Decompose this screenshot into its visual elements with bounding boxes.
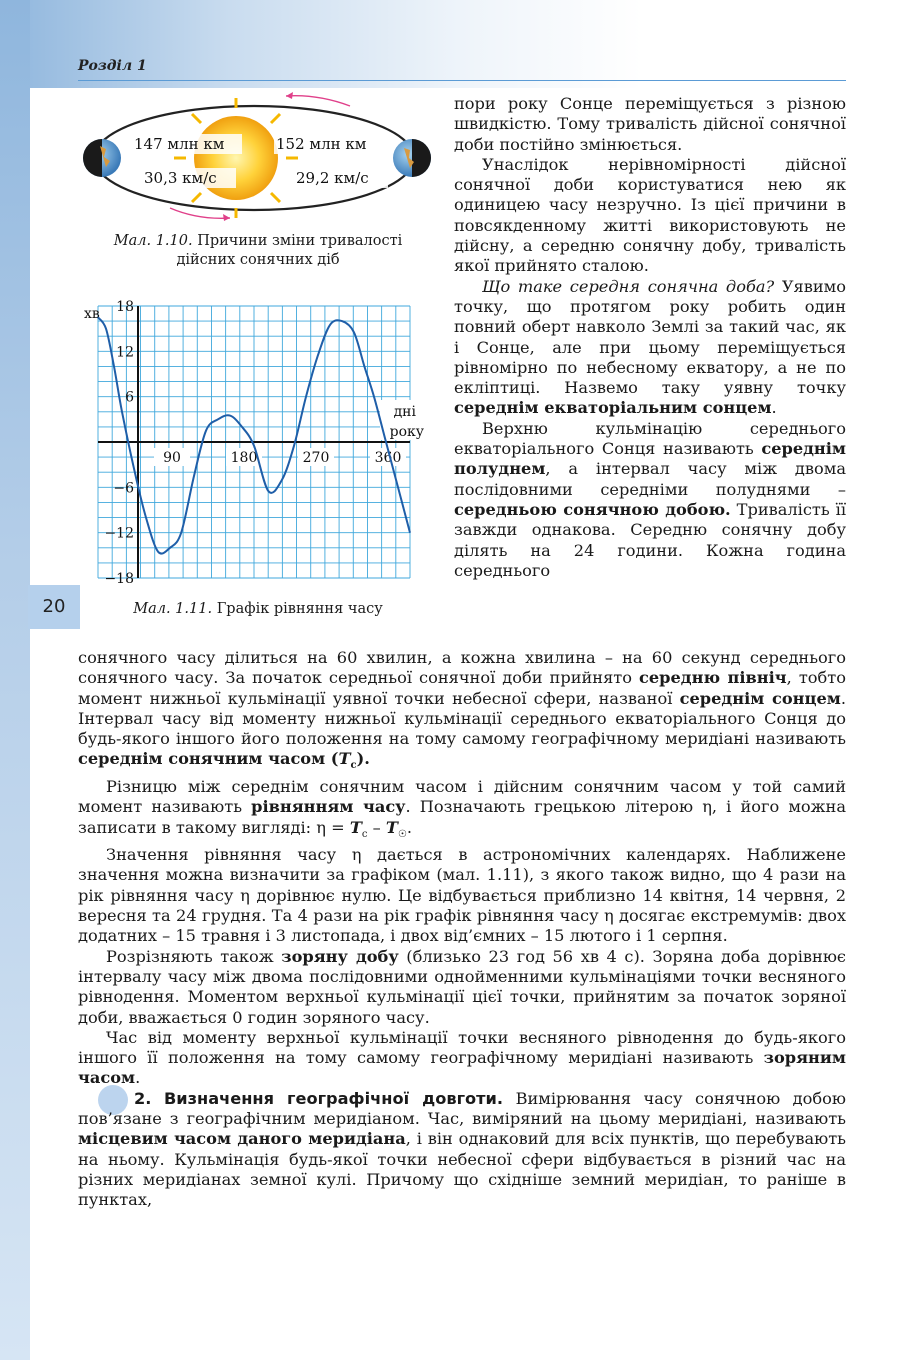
figure-caption-1-10 [78, 232, 438, 270]
text-run: Різницю між середнім сонячним часом і дійсним сонячним часом у той самий момент називають [78, 777, 846, 817]
text-run: . Інтервал часу від моменту нижньої кульмінації середнього екваторіального Сонця до будь-якого іншого його положення на тому самому географічному меридіані називають [78, 688, 846, 749]
term-bold: зоряну добу [281, 946, 399, 966]
x-tick-label: 270 [302, 450, 330, 466]
text-run: сонячного часу ділиться на 60 хвилин, а кожна хвилина – на 60 секунд середнього сонячного часу. За початок середньої сонячної доби прийнято [78, 648, 846, 688]
text-run: Час від моменту верхньої кульмінації точки весняного рівнодення до будь-якого іншого її положення на тому самому географічному меридіані називають [78, 1027, 846, 1068]
paragraph [78, 648, 846, 777]
y-tick-label: 6 [125, 389, 134, 406]
text-run: – [367, 817, 381, 837]
main-text [78, 648, 846, 1210]
term-bold [78, 749, 370, 772]
right-column-text [454, 94, 846, 581]
text-run: . [406, 817, 413, 837]
section-title: Розділ 1 [78, 58, 147, 74]
x-tick-label: 90 [163, 450, 181, 466]
text-run: (близько 23 год 56 хв 4 с). Зоряна доба дорівнює інтервалу часу між двома послідовними однойменними кульмінаціями точки весняного рівнодення. Моментом верхньої кульмінації цієї точки, прийнятим за початок зоряної доби, вважається 0 годин зоряного часу. [78, 946, 846, 1027]
y-tick-label: −18 [104, 571, 134, 587]
y-tick-label: −6 [113, 480, 134, 497]
page-number: 20 [28, 585, 80, 629]
text-run: середнім сонячним часом ( [78, 749, 339, 769]
caption-text-line2: дійсних сонячних діб [176, 252, 340, 268]
figure-caption-1-11 [88, 600, 428, 619]
term-bold: середньою сонячною добою. [454, 499, 731, 519]
left-distance-label: 147 млн км [134, 135, 225, 153]
x-axis-label: дні [393, 404, 416, 420]
term-bold: середнім полуднем [454, 439, 846, 479]
text-run: Верхню кульмінацію середнього екваторіального Сонця називають [454, 418, 846, 459]
sun-symbol-icon: ☉ [397, 828, 407, 840]
y-tick-label: 18 [116, 299, 134, 315]
caption-number: Мал. 1.10. [113, 233, 193, 249]
term-bold: середню північ [639, 668, 787, 688]
y-axis-label: хв [84, 306, 100, 322]
caption-number: Мал. 1.11. [133, 601, 213, 617]
paragraph: Що таке середня сонячна доба? Уявимо точку, що протягом року робить один повний оберт навколо Землі за такий час, як і Сонце, але при цьому переміщується рівномірно по небесному екватору, а не по екліптиці. Назвемо таку уявну точку середнім екваторіальним сонцем. [454, 276, 846, 418]
x-axis-label: року [389, 424, 424, 440]
paragraph [78, 777, 846, 845]
header-band [0, 0, 918, 88]
symbol: T [338, 749, 351, 769]
symbol: T [385, 817, 398, 837]
page-side-band [0, 0, 30, 1360]
equation-of-time-chart [78, 296, 438, 592]
paragraph: Значення рівняння часу η дається в астрономічних календарях. Наближене значення можна визначити за графіком (мал. 1.11), з якого також видно, що 4 рази на рік рівняння часу η дорівнює нулю. Це відбувається приблизно 14 квітня, 14 червня, 2 вересня та 24 грудня. Та 4 рази на рік графік рівняння часу η досягає екстремумів: двох додатних – 15 травня і 3 листопада, і двох від’ємних – 15 лютого і 1 серпня. [78, 845, 846, 946]
text-run: , і він однаковий для всіх пунктів, що перебувають на ньому. Кульмінація будь-якої точки небесної сфери відбувається в різний час на різних меридіанах земної кулі. Причому що східніше земний меридіан, то раніше в пунктах, [78, 1129, 846, 1210]
header-rule [78, 80, 846, 81]
y-tick-label: 12 [116, 344, 134, 361]
text-run: , тобто момент нижньої кульмінації уявної точки небесної сфери, названої [78, 668, 846, 708]
paragraph: Унаслідок нерівномірності дійсної сонячної доби користуватися нею як одиницею часу незручно. Із цієї причини в повсякденному житті використовують не дійсну, а середню сонячну добу, тривалість якої прийнято сталою. [454, 154, 846, 276]
symbol: T [349, 817, 362, 837]
term-bold: зоряним часом [78, 1048, 846, 1088]
section-heading: Визначення географічної довготи. [163, 1088, 504, 1108]
earth-left-icon [83, 139, 121, 177]
text-run: . Позначають грецькою літерою η, і його можна записати в такому вигляді: η = [78, 797, 846, 837]
question-text: Що таке середня сонячна доба? [482, 276, 775, 296]
paragraph [78, 1089, 846, 1211]
y-tick-label: −12 [104, 525, 134, 542]
right-speed-label: 29,2 км/с [296, 169, 369, 187]
orbit-direction-arrow-top [286, 92, 350, 106]
section-number: 2. [106, 1089, 151, 1109]
caption-text-line1: Причини зміни тривалості [197, 233, 403, 249]
text-run: , а інтервал часу між двома послідовними середніми полуднями – [454, 459, 846, 499]
subscript: c [350, 760, 357, 772]
subscript: c [361, 828, 368, 840]
text-run: ). [356, 749, 370, 769]
paragraph [78, 1028, 846, 1089]
text-run: . [135, 1068, 141, 1088]
sun-icon [174, 98, 298, 218]
earth-right-icon [393, 139, 431, 177]
term-bold: середнім сонцем [679, 688, 841, 708]
term-bold: рівнянням часу [251, 797, 406, 817]
x-tick-label: 180 [230, 450, 258, 466]
paragraph [78, 947, 846, 1028]
text-run: Уявимо точку, що протягом року робить один повний оберт навколо Землі за такий час, як і Сонце, але при цьому переміщується рівномірно по небесному екватору, а не по екліптиці. Назвемо таку уявну точку [454, 276, 846, 398]
term-bold: середнім екваторіальним сонцем [454, 398, 772, 418]
right-distance-label: 152 млн км [276, 135, 367, 153]
paragraph [454, 419, 846, 581]
term-bold: місцевим часом даного меридіана [78, 1129, 406, 1149]
caption-text: Графік рівняння часу [216, 601, 383, 617]
text-run: Вимірювання часу сонячною добою пов’язане з географічним меридіаном. Час, виміряний на цьому меридіані, називають [78, 1088, 846, 1128]
left-speed-label: 30,3 км/с [144, 169, 217, 187]
figure-orbit [78, 88, 438, 228]
text-run: Тривалість її завжди однакова. Середню сонячну добу ділять на 24 години. Кожна година середнього [454, 499, 847, 580]
paragraph: пори року Сонце переміщується з різною швидкістю. Тому тривалість дійсної сонячної доби постійно змінюється. [454, 94, 846, 154]
text-run: Розрізняють також [106, 946, 274, 966]
x-tick-label: 360 [374, 450, 402, 466]
